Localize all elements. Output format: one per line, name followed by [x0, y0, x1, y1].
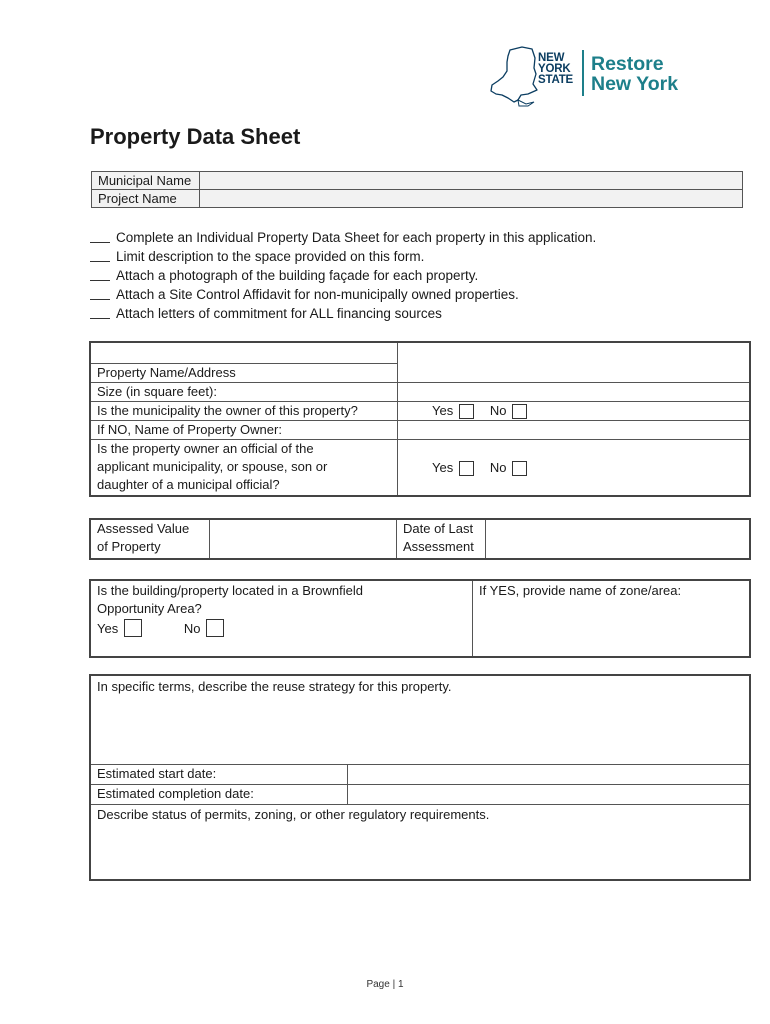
permits-status-field[interactable] — [91, 805, 750, 880]
brownfield-zone-field[interactable] — [473, 581, 750, 657]
restore-new-york-logo — [488, 44, 688, 108]
instruction-checklist — [90, 228, 596, 323]
checkoff-blank[interactable] — [90, 267, 110, 281]
owner-no-checkbox[interactable] — [512, 404, 527, 419]
new-york-state-map-icon — [488, 44, 538, 108]
size-field[interactable] — [398, 383, 750, 402]
brownfield-no-checkbox[interactable] — [206, 619, 224, 637]
owner-yes-checkbox[interactable] — [459, 404, 474, 419]
checkoff-blank[interactable] — [90, 229, 110, 243]
owner-name-field[interactable] — [398, 421, 750, 440]
official-answer: Yes No — [398, 440, 750, 496]
official-yes-checkbox[interactable] — [459, 461, 474, 476]
reuse-strategy-prompt: In specific terms, describe the reuse strategy for this property. — [97, 679, 452, 694]
start-date-field[interactable] — [348, 765, 750, 785]
official-no-checkbox[interactable] — [512, 461, 527, 476]
assessed-value-field[interactable] — [210, 520, 397, 559]
brownfield-question: Is the building/property located in a Brownfield Opportunity Area? Yes No — [91, 581, 473, 657]
permits-status-prompt: Describe status of permits, zoning, or other regulatory requirements. — [97, 807, 490, 822]
property-name-address-field[interactable] — [398, 343, 750, 383]
assessment-table — [90, 519, 750, 559]
checklist-item: Complete an Individual Property Data Sheet for each property in this application. — [90, 228, 596, 247]
property-name-address-label: Property Name/Address — [91, 364, 398, 383]
owner-answer: Yes No — [398, 402, 750, 421]
assessment-date-field[interactable] — [486, 520, 750, 559]
brownfield-table — [90, 580, 750, 657]
checklist-item: Attach letters of commitment for ALL financing sources — [90, 304, 596, 323]
reuse-strategy-table — [90, 675, 750, 880]
zone-name-label: If YES, provide name of zone/area: — [479, 583, 682, 598]
completion-date-field[interactable] — [348, 785, 750, 805]
start-date-label: Estimated start date: — [91, 765, 348, 785]
owner-question: Is the municipality the owner of this property? — [91, 402, 398, 421]
assessment-date-label: Date of Last Assessment — [397, 520, 486, 559]
official-question: Is the property owner an official of the applicant municipality, or spouse, son or daughter of a municipal official? — [91, 440, 398, 496]
checklist-item: Limit description to the space provided on this form. — [90, 247, 596, 266]
program-wordmark: Restore New York — [591, 53, 679, 95]
checkoff-blank[interactable] — [90, 248, 110, 262]
state-wordmark: NEW YORK STATE — [538, 52, 573, 86]
reuse-strategy-field[interactable] — [91, 676, 750, 765]
checkoff-blank[interactable] — [90, 305, 110, 319]
completion-date-label: Estimated completion date: — [91, 785, 348, 805]
logo-divider — [582, 50, 584, 96]
checkoff-blank[interactable] — [90, 286, 110, 300]
project-name-label: Project Name — [92, 190, 200, 208]
municipal-project-table — [91, 171, 743, 208]
page-number: Page | 1 — [366, 979, 404, 990]
checklist-item: Attach a Site Control Affidavit for non-municipally owned properties. — [90, 285, 596, 304]
owner-name-label: If NO, Name of Property Owner: — [91, 421, 398, 440]
assessed-value-label: Assessed Value of Property — [91, 520, 210, 559]
project-name-field[interactable] — [200, 190, 743, 208]
checklist-item: Attach a photograph of the building façade for each property. — [90, 266, 596, 285]
property-table — [90, 342, 750, 496]
page-title: Property Data Sheet — [90, 124, 301, 149]
size-label: Size (in square feet): — [91, 383, 398, 402]
municipal-name-label: Municipal Name — [92, 172, 200, 190]
brownfield-yes-checkbox[interactable] — [124, 619, 142, 637]
municipal-name-field[interactable] — [200, 172, 743, 190]
